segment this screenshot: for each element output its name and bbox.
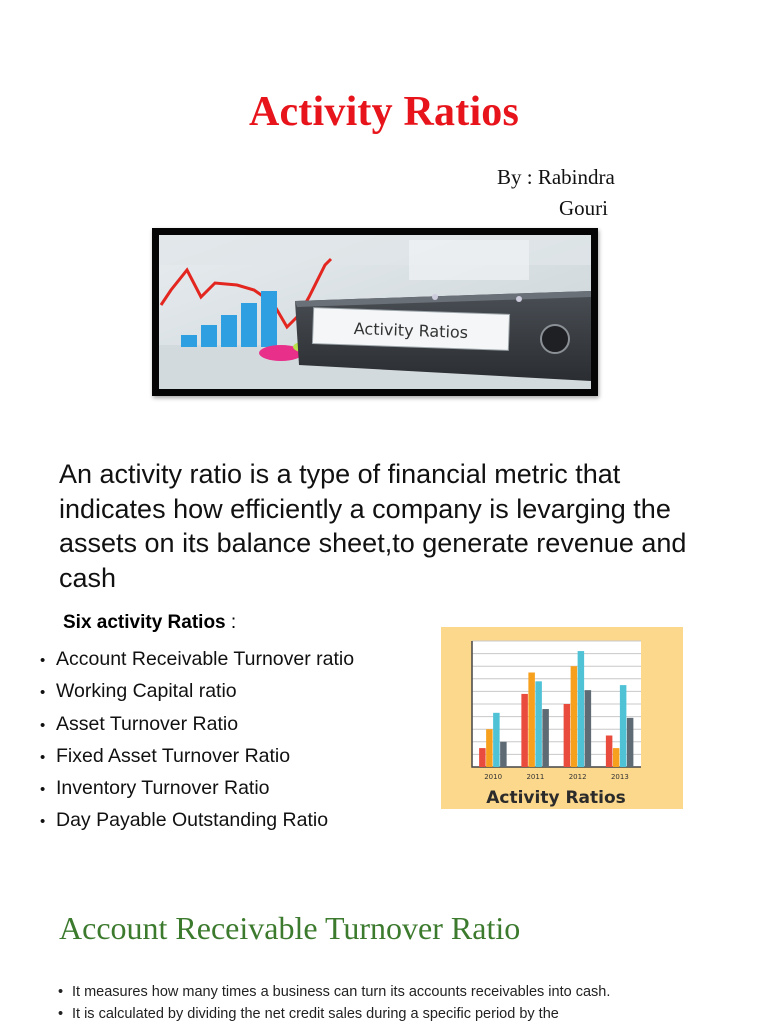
list-item <box>40 643 354 675</box>
six-ratios-heading-suffix: : <box>225 612 237 633</box>
list-item <box>40 772 354 804</box>
chart-bar <box>627 718 634 767</box>
x-tick-label: 2010 <box>484 773 503 781</box>
chart-bar <box>535 681 542 767</box>
list-item-text: Inventory Turnover Ratio <box>56 777 270 800</box>
bullet-icon: • <box>40 748 46 766</box>
x-tick-label: 2012 <box>568 773 587 781</box>
chart-bar <box>486 729 493 767</box>
list-item <box>58 983 610 1005</box>
x-tick-label: 2013 <box>610 773 629 781</box>
chart-bar <box>500 742 507 767</box>
page-title: Activity Ratios <box>248 89 520 135</box>
six-ratios-heading <box>63 612 236 634</box>
list-item-text: It is calculated by dividing the net credit sales during a specific period by the <box>72 1006 559 1022</box>
chart-bar <box>578 651 585 767</box>
bullet-icon: • <box>40 684 46 702</box>
bullet-icon: • <box>58 984 64 1000</box>
list-item <box>40 740 354 772</box>
list-item-text: Fixed Asset Turnover Ratio <box>56 744 291 767</box>
author-line-2: Gouri <box>559 196 608 220</box>
activity-ratios-chart <box>441 627 683 809</box>
list-item <box>40 675 354 707</box>
bar-chart <box>441 627 683 809</box>
chart-bar <box>528 673 535 768</box>
list-item-text: Asset Turnover Ratio <box>56 712 239 735</box>
chart-bar <box>479 748 486 767</box>
chart-title: Activity Ratios <box>486 788 626 808</box>
banner-illustration <box>159 235 591 389</box>
bullet-icon: • <box>40 652 46 669</box>
banner-image <box>152 228 598 396</box>
ratio-list <box>40 643 354 837</box>
chart-bar <box>606 736 613 768</box>
bullet-icon: • <box>58 1006 64 1022</box>
list-item <box>40 804 354 836</box>
chart-bar <box>571 666 578 767</box>
bullet-icon: • <box>40 781 46 799</box>
bullet-icon: • <box>40 813 46 831</box>
list-item-text: Working Capital ratio <box>56 680 237 703</box>
chart-bar <box>564 704 571 767</box>
binder-ring-icon <box>541 325 569 353</box>
author-byline <box>497 162 615 224</box>
chart-bar <box>493 713 500 767</box>
chart-bar <box>585 690 592 767</box>
list-item-text: It measures how many times a business can turn its accounts receivables into cash. <box>72 984 611 1000</box>
six-ratios-heading-bold: Six activity Ratios <box>63 612 226 633</box>
section-heading: Account Receivable Turnover Ratio <box>59 910 521 946</box>
intro-paragraph: An activity ratio is a type of financial metric that indicates how efficiently a company is levarging the assets on its balance sheet,to generate revenue and cash <box>59 459 687 593</box>
chart-bar <box>542 709 549 767</box>
folder-label: Activity Ratios <box>353 319 469 342</box>
chart-bar <box>620 685 627 767</box>
list-item-text: Account Receivable Turnover ratio <box>56 648 355 670</box>
list-item-text: Day Payable Outstanding Ratio <box>56 809 329 832</box>
bullet-icon: • <box>40 716 46 734</box>
section-points <box>58 983 610 1027</box>
list-item <box>40 708 354 740</box>
x-tick-label: 2011 <box>526 773 545 781</box>
chart-bar <box>521 694 528 767</box>
chart-bar <box>613 748 620 767</box>
author-line-1: By : Rabindra <box>497 165 615 189</box>
